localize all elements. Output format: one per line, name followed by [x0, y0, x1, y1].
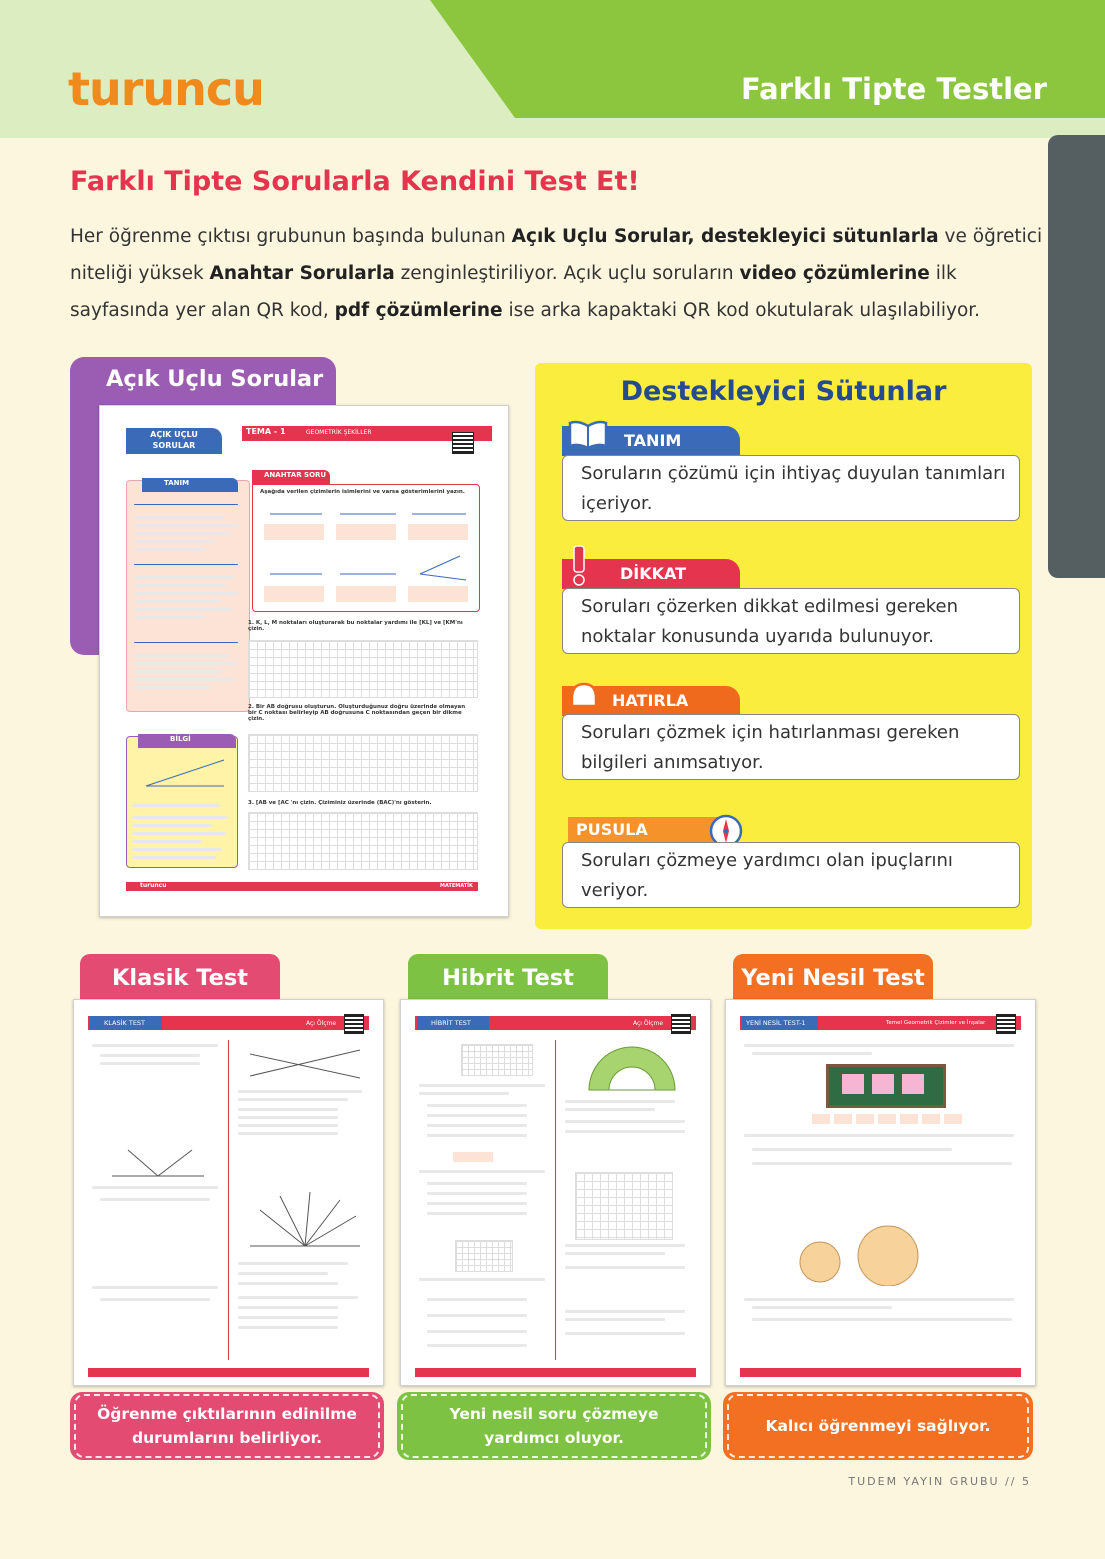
rays-figure — [250, 1190, 360, 1250]
pusula-tab: PUSULA — [568, 817, 722, 843]
side-tab — [1048, 135, 1105, 578]
exclamation-icon — [568, 544, 590, 588]
foot-logo: turuncu — [140, 882, 167, 889]
yeni-nesil-test-caption: Kalıcı öğrenmeyi sağlıyor. — [727, 1394, 1029, 1458]
question-3: 3. [AB ve [AC 'nı çizin. Çiziminiz üzerinde (BAC)'nı gösterin. — [248, 800, 432, 806]
question-1: 1. K, L, M noktaları oluşturarak bu noktalar yardımı ile [KL] ve [KM'nı çizin. — [248, 620, 463, 632]
bell-icon — [562, 678, 606, 718]
page-headline: Farklı Tipte Sorularla Kendini Test Et! — [70, 166, 640, 197]
acik-badge: AÇIK UÇLU SORULAR — [150, 430, 198, 450]
destekleyici-title: Destekleyici Sütunlar — [620, 376, 947, 407]
protractor-icon — [587, 1040, 677, 1092]
klasik-test-title: Klasik Test — [80, 954, 280, 1004]
klasik-page-title: Açı Ölçme — [306, 1020, 337, 1027]
anahtar-label: ANAHTAR SORU — [264, 471, 327, 479]
question-2: 2. Bir AB doğrusu oluşturun. Oluşturduğunuz doğru üzerinde olmayan bir C noktası belirleyip AB doğrusuna C noktasından geçen bir dikme çizin. — [248, 704, 466, 722]
angle-figure — [108, 1146, 208, 1182]
hibrit-test-page — [400, 999, 711, 1386]
qr-code-icon — [344, 1014, 364, 1034]
hibrit-test-caption: Yeni nesil soru çözmeye yardımcı oluyor. — [401, 1394, 707, 1458]
qr-code-icon — [996, 1014, 1016, 1034]
angle-figure — [140, 756, 230, 792]
yeni-nesil-test-title: Yeni Nesil Test — [733, 954, 933, 1004]
yeni-nesil-test-page — [725, 999, 1036, 1386]
hibrit-tag: HİBRİT TEST — [431, 1019, 471, 1027]
yeni-nesil-page-title: Temel Geometrik Çizimler ve İnşalar — [886, 1020, 986, 1026]
intro-paragraph: Her öğrenme çıktısı grubunun başında bulunan Açık Uçlu Sorular, destekleyici sütunlarla ve öğretici niteliği yüksek Anahtar Sorularla zenginleştiriliyor. Açık uçlu soruların video çözümlerine ilk sayfasında yer alan QR kod, pdf çözümlerine ise arka kapaktaki QR kod okutularak ulaşılabiliyor. — [70, 226, 1043, 321]
yeni-nesil-tag: YENİ NESİL TEST-1 — [746, 1019, 806, 1027]
qr-code-icon — [452, 432, 474, 454]
acik-uclu-title: Açık Uçlu Sorular — [106, 366, 324, 392]
qr-code-icon — [671, 1014, 691, 1034]
brand-logo: turuncu — [68, 62, 264, 116]
tema-label: TEMA - 1 — [246, 427, 286, 436]
page-footer: TUDEM YAYIN GRUBU // 5 — [848, 1475, 1031, 1488]
klasik-test-caption: Öğrenme çıktılarının edinilme durumlarını belirliyor. — [74, 1394, 380, 1458]
hatirla-text: Soruları çözmek için hatırlanması gereken bilgileri anımsatıyor. — [562, 714, 1020, 780]
foot-subject: MATEMATİK — [440, 883, 473, 889]
ray-figures — [260, 504, 474, 584]
klasik-tag: KLASİK TEST — [104, 1019, 146, 1027]
bilgi-label: BİLGİ — [170, 735, 191, 743]
hatirla-tab: HATIRLA — [562, 686, 740, 716]
lines-figure — [250, 1044, 360, 1084]
tanim-label: TANIM — [164, 479, 190, 487]
hibrit-page-title: Açı Ölçme — [633, 1020, 664, 1027]
circles-figure — [796, 1222, 926, 1286]
pusula-text: Soruları çözmeye yardımcı olan ipuçlarını veriyor. — [562, 842, 1020, 908]
book-icon — [566, 418, 610, 452]
hibrit-test-title: Hibrit Test — [408, 954, 608, 1004]
dikkat-text: Soruları çözerken dikkat edilmesi gereken noktalar konusunda uyarıda bulunuyor. — [562, 588, 1020, 654]
tema-sub: GEOMETRİK ŞEKİLLER — [306, 429, 372, 436]
tanim-tab: TANIM — [562, 426, 740, 456]
dikkat-tab: DİKKAT — [562, 559, 740, 589]
tanim-text: Soruların çözümü için ihtiyaç duyulan tanımları içeriyor. — [562, 455, 1020, 521]
acik-uclu-sample-page — [99, 405, 509, 917]
section-title: Farklı Tipte Testler — [741, 72, 1047, 106]
anahtar-question: Aşağıda verilen çizimlerin isimlerini ve varsa gösterimlerini yazın. — [260, 489, 465, 495]
klasik-test-page — [73, 999, 384, 1386]
